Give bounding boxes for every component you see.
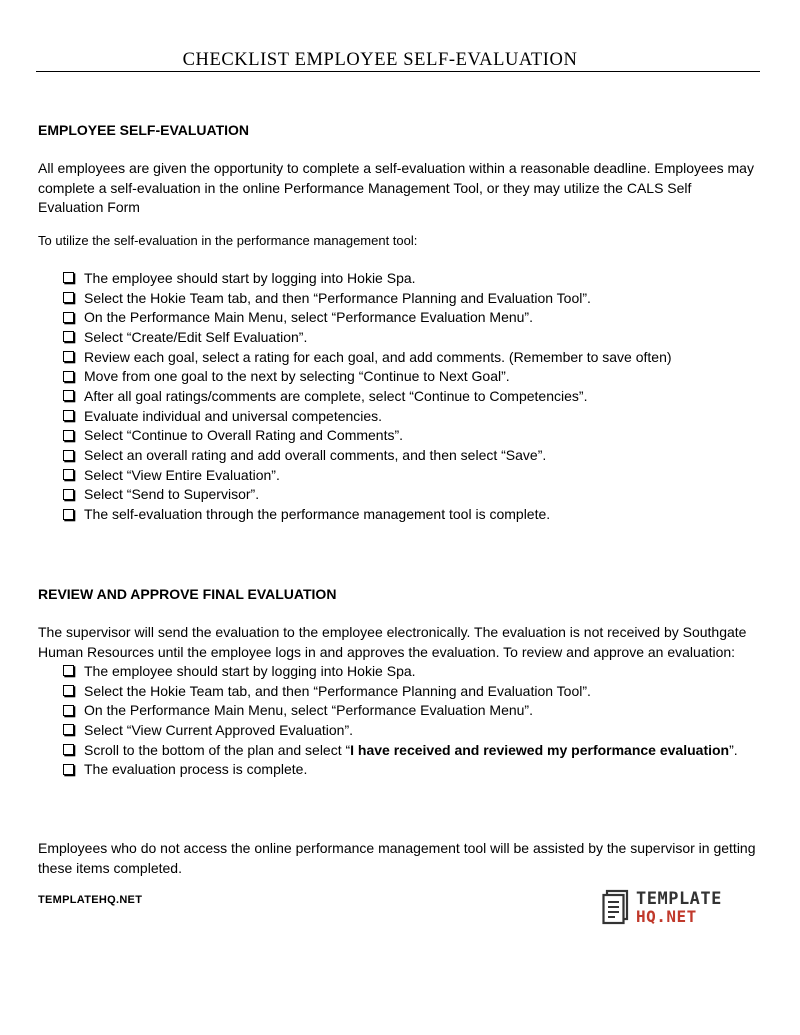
checklist-item[interactable] — [62, 426, 672, 446]
checklist-item-text: Review each goal, select a rating for each goal, and add comments. (Remember to save often) — [84, 348, 672, 365]
checklist-item-text: Select the Hokie Team tab, and then “Performance Planning and Evaluation Tool”. — [84, 289, 591, 306]
checklist-item-text — [84, 742, 738, 758]
checklist-item[interactable] — [62, 759, 738, 779]
title-underline — [36, 71, 760, 72]
checkbox-icon[interactable] — [63, 410, 74, 421]
page-title: CHECKLIST EMPLOYEE SELF-EVALUATION — [182, 50, 578, 70]
checklist-item-text: Select “Continue to Overall Rating and Comments”. — [84, 427, 404, 444]
logo-text-template: TEMPLATE — [636, 889, 722, 909]
closing-line: Employees who do not access the online performance management tool will be assisted by the supervisor in getting — [38, 840, 756, 856]
section-heading-review-approve: REVIEW AND APPROVE FINAL EVALUATION — [38, 586, 337, 602]
checkbox-icon[interactable] — [63, 312, 74, 323]
checkbox-icon[interactable] — [63, 351, 74, 362]
checklist-item-text: On the Performance Main Menu, select “Performance Evaluation Menu”. — [84, 702, 533, 719]
checklist-item-text: Evaluate individual and universal competencies. — [84, 407, 383, 424]
checkbox-icon[interactable] — [63, 724, 74, 735]
checkbox-icon[interactable] — [63, 430, 74, 441]
checklist-item[interactable] — [62, 700, 738, 720]
checkbox-icon[interactable] — [63, 450, 74, 461]
checklist-item[interactable] — [62, 288, 672, 308]
checklist-item-text: Select “View Entire Evaluation”. — [84, 466, 280, 483]
checklist-item[interactable] — [62, 406, 672, 426]
checkbox-icon[interactable] — [63, 665, 74, 676]
review-approve-checklist — [62, 661, 738, 779]
checklist-item[interactable] — [62, 307, 672, 327]
checkbox-icon[interactable] — [63, 272, 74, 283]
checkbox-icon[interactable] — [63, 331, 74, 342]
checkbox-icon[interactable] — [63, 390, 74, 401]
checkbox-icon[interactable] — [63, 705, 74, 716]
section2-intro — [38, 623, 768, 662]
checklist-item-suffix: ”. — [729, 741, 738, 758]
checklist-item-text: The self-evaluation through the performance management tool is complete. — [84, 506, 551, 523]
checklist-item-text: After all goal ratings/comments are complete, select “Continue to Competencies”. — [84, 387, 588, 404]
checkbox-icon[interactable] — [63, 764, 74, 775]
checkbox-icon[interactable] — [63, 509, 74, 520]
section-heading-self-evaluation: EMPLOYEE SELF-EVALUATION — [38, 122, 250, 138]
checklist-item[interactable] — [62, 485, 672, 505]
footer-site-label: TEMPLATEHQ.NET — [38, 894, 143, 906]
checklist-item-text: Select “View Current Approved Evaluation”. — [84, 721, 353, 738]
checklist-item[interactable] — [62, 268, 672, 288]
checklist-item-text: The employee should start by logging into Hokie Spa. — [84, 662, 416, 679]
checklist-item-text: On the Performance Main Menu, select “Performance Evaluation Menu”. — [84, 309, 533, 326]
section1-lead: To utilize the self-evaluation in the performance management tool: — [38, 233, 418, 248]
closing-paragraph — [38, 839, 768, 878]
checkbox-icon[interactable] — [63, 292, 74, 303]
checklist-item[interactable] — [62, 661, 738, 681]
section1-intro-line: Evaluation Form — [38, 199, 140, 216]
checkbox-icon[interactable] — [63, 685, 74, 696]
closing-line: these items completed. — [38, 859, 182, 876]
checklist-item[interactable] — [62, 740, 738, 760]
checklist-item[interactable] — [62, 445, 672, 465]
section1-intro-line: complete a self-evaluation in the online Performance Management Tool, or they may utilize the CALS Self — [38, 179, 692, 196]
checklist-item-prefix: Scroll to the bottom of the plan and select “ — [84, 741, 351, 758]
checklist-item-text: The employee should start by logging into Hokie Spa. — [84, 269, 416, 286]
templatehq-logo — [602, 889, 747, 929]
section1-intro — [38, 159, 768, 218]
checklist-item-text: Select “Create/Edit Self Evaluation”. — [84, 328, 308, 345]
checkbox-icon[interactable] — [63, 371, 74, 382]
checklist-item[interactable] — [62, 504, 672, 524]
section2-intro-line: Human Resources until the employee logs in and approves the evaluation. To review and approve an evaluation: — [38, 643, 736, 660]
checkbox-icon[interactable] — [63, 489, 74, 500]
checklist-item[interactable] — [62, 720, 738, 740]
self-evaluation-checklist — [62, 268, 672, 524]
checklist-item[interactable] — [62, 465, 672, 485]
checklist-item[interactable] — [62, 386, 672, 406]
section1-intro-line: All employees are given the opportunity to complete a self-evaluation within a reasonable deadline. Employees may — [38, 160, 754, 176]
checklist-item-text: Select “Send to Supervisor”. — [84, 486, 260, 503]
logo-text-hq-part: HQ.NET — [636, 907, 697, 926]
checkbox-icon[interactable] — [63, 469, 74, 480]
checklist-item-text: Select the Hokie Team tab, and then “Performance Planning and Evaluation Tool”. — [84, 682, 591, 699]
checklist-item-text: Select an overall rating and add overall comments, and then select “Save”. — [84, 447, 547, 464]
checklist-item-text: The evaluation process is complete. — [84, 761, 308, 778]
checkbox-icon[interactable] — [63, 744, 74, 755]
checklist-item-text: Move from one goal to the next by selecting “Continue to Next Goal”. — [84, 368, 510, 385]
section2-intro-line: The supervisor will send the evaluation to the employee electronically. The evaluation is not received by Southgate — [38, 624, 747, 640]
checklist-item-bold-phrase: I have received and reviewed my performance evaluation — [350, 741, 730, 758]
document-stack-icon — [602, 889, 632, 927]
logo-text-hq — [636, 908, 697, 926]
checklist-item[interactable] — [62, 681, 738, 701]
checklist-item[interactable] — [62, 347, 672, 367]
checklist-item[interactable] — [62, 327, 672, 347]
checklist-item[interactable] — [62, 366, 672, 386]
